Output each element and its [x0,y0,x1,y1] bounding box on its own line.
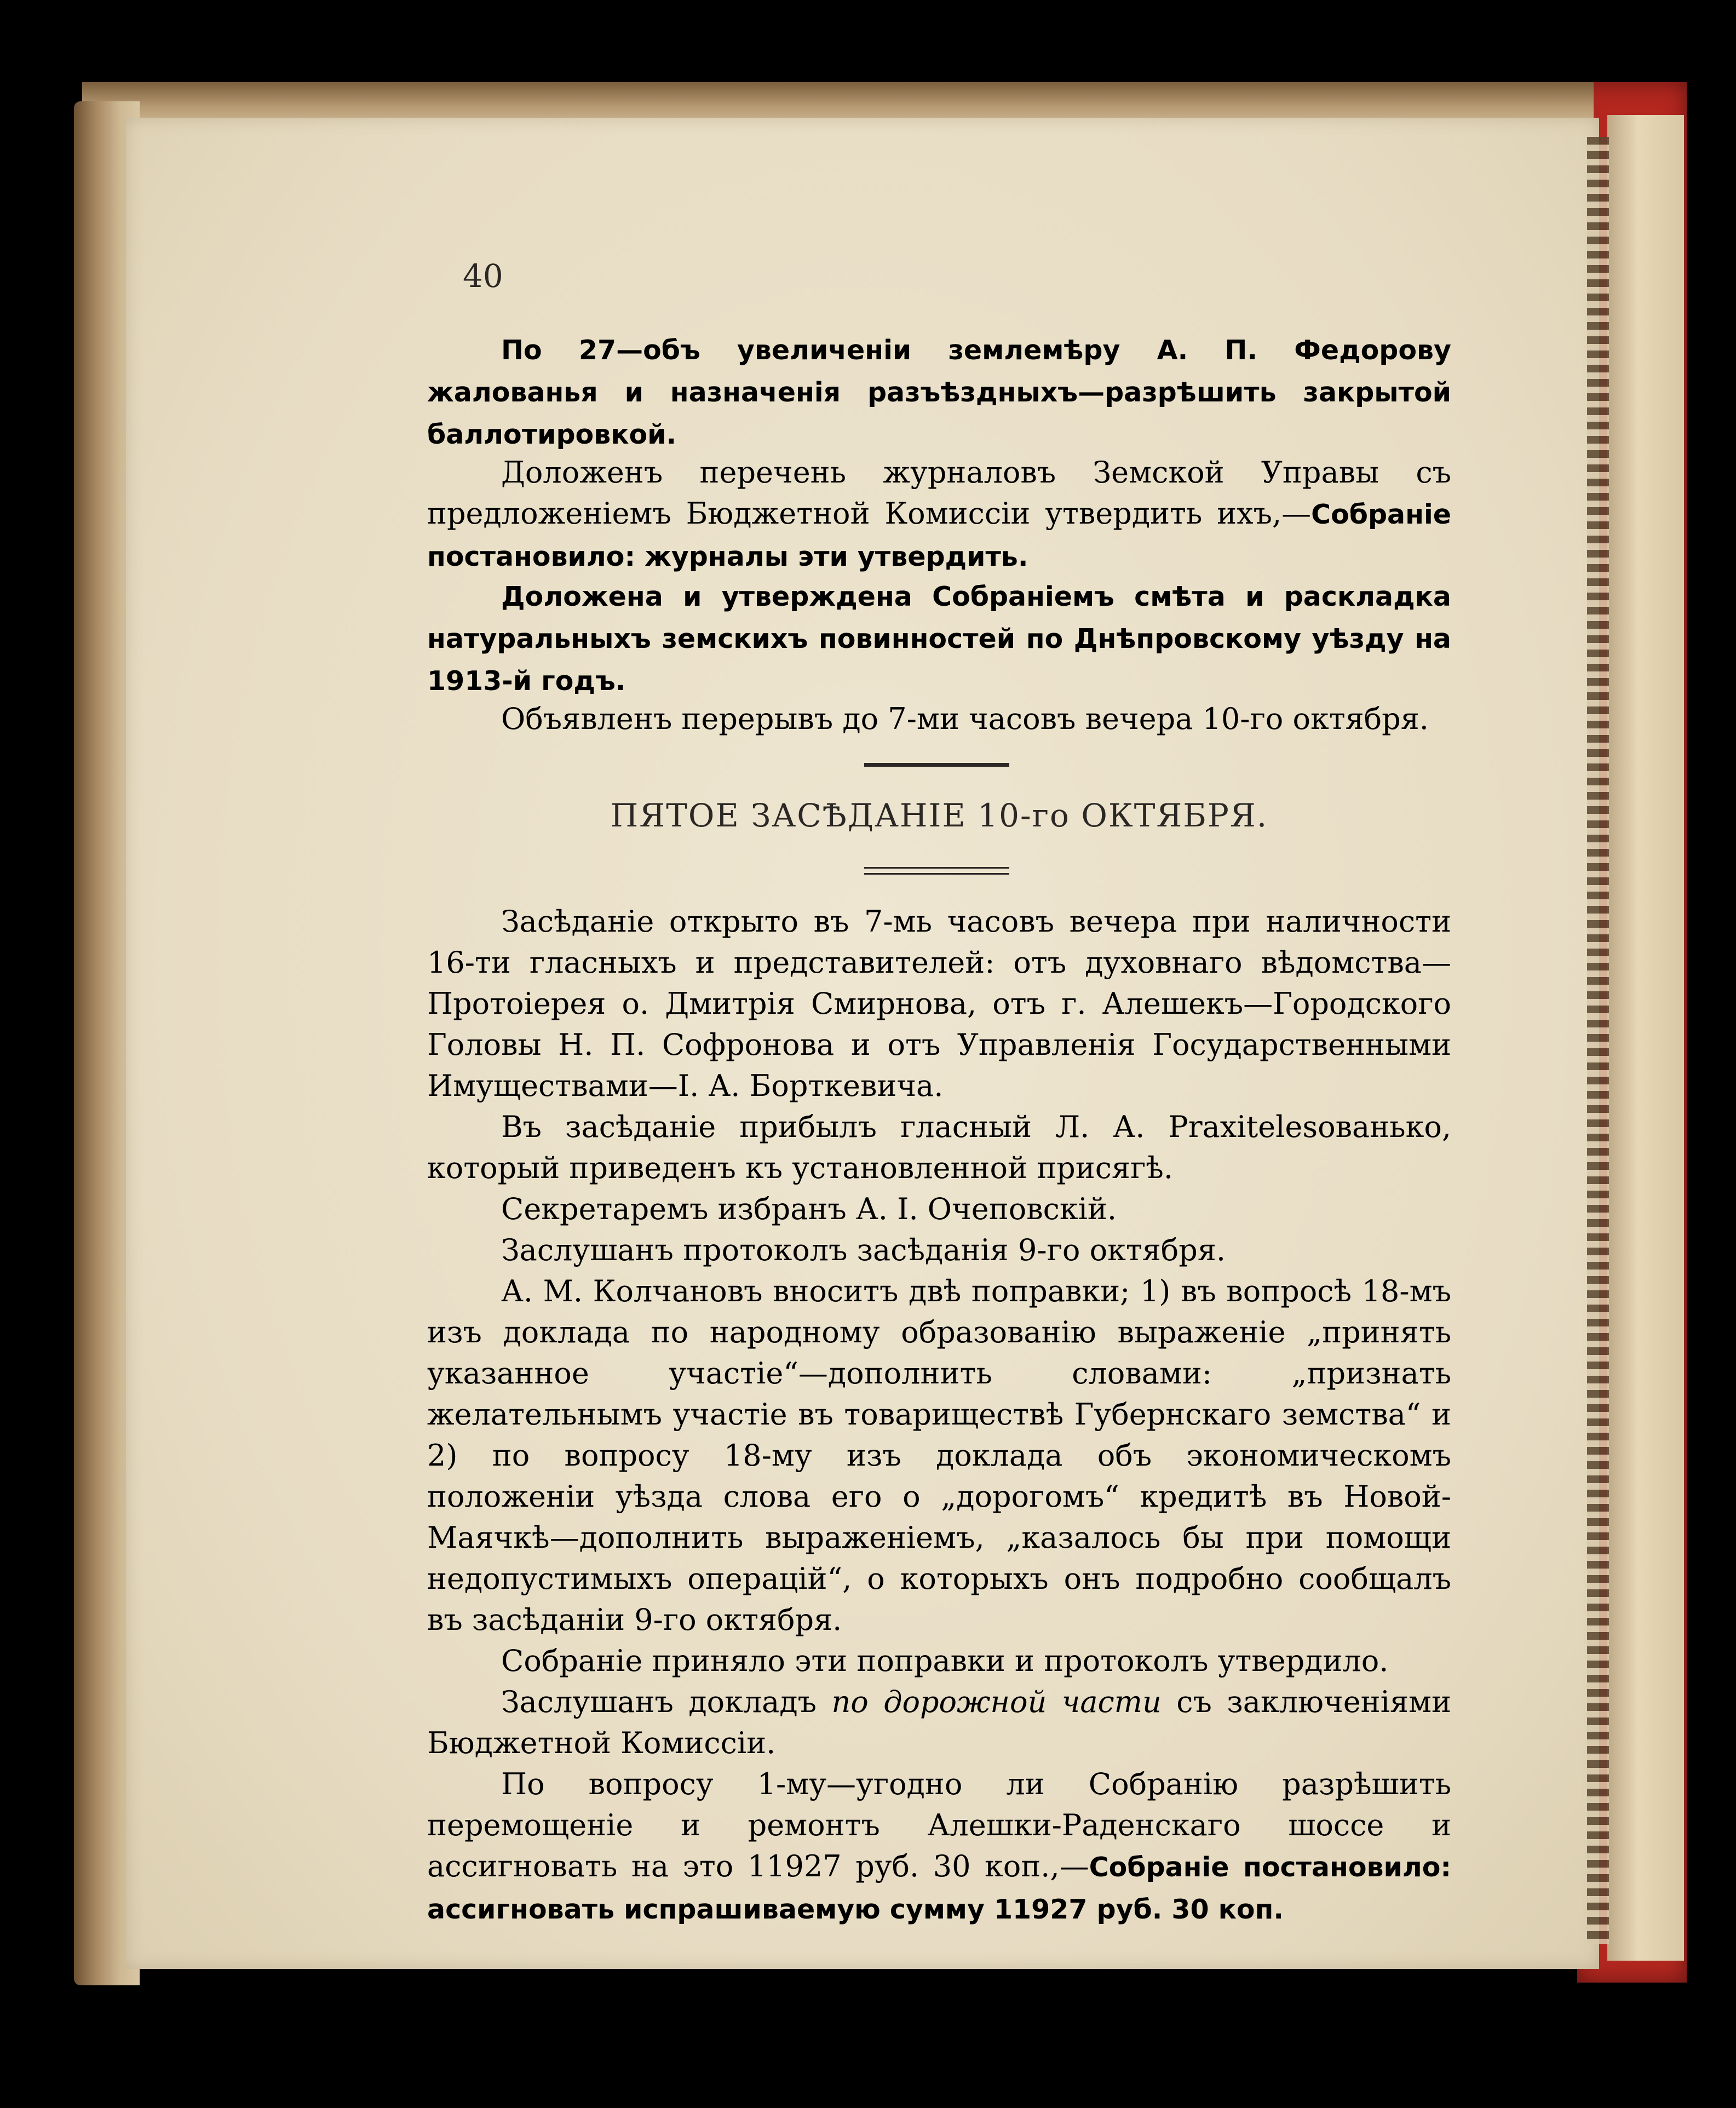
text-run: по дорожной части [831,1685,1162,1719]
text-run: Собраніе приняло эти поправки и протоколъ утвердило. [501,1644,1389,1678]
section-title: ПЯТОЕ ЗАСѢДАНІЕ 10-го ОКТЯБРЯ. [610,797,1268,834]
page-number: 40 [463,257,503,295]
next-page-edge [1607,115,1684,1961]
binding-stitches [1587,137,1609,1944]
paragraph [427,698,1451,739]
paragraph [427,575,1451,702]
section-divider-bottom [864,867,1009,875]
text-run: По вопросу 1-му—угодно ли Собранію разрѣшить перемощеніе и ремонтъ Алешки-Раденскаго шоссе и ассигновать на это 11927 руб. 30 коп.,— [427,1767,1451,1883]
text-run: Заслушанъ докладъ [501,1685,832,1719]
text-run: Заслушанъ протоколъ засѣданія 9-го октября. [501,1233,1226,1267]
paragraph [427,452,1451,577]
text-run: А. М. Колчановъ вноситъ двѣ поправки; 1) въ вопросѣ 18-мъ изъ доклада по народному образованію выраженіе „принять указанное участіе“—дополнить словами: „признать желательнымъ участіе въ товариществѣ Губернскаго земства“ и 2) по вопросу 18-му изъ доклада объ экономическомъ положеніи уѣзда слова его о „дорогомъ“ кредитѣ въ Новой-Маячкѣ—дополнить выраженіемъ, „казалось бы при помощи недопустимыхъ операцій“, о которыхъ онъ подробно сообщалъ въ засѣданіи 9-го октября. [427,1274,1451,1637]
paragraph [427,1271,1451,1640]
text-run: Доложена и утверждена Собраніемъ смѣта и раскладка натуральныхъ земскихъ повинностей по Днѣпровскому уѣзду на 1913-й годъ. [427,581,1451,697]
paragraph [427,1764,1451,1930]
section-divider-top [864,763,1009,767]
text-run: съ заключеніями Бюджетной Комиссіи. [427,1685,1451,1760]
paragraph [427,901,1451,1106]
paragraph [427,1106,1451,1188]
paragraph [427,1230,1451,1271]
text-run: Объявленъ перерывъ до 7-ми часовъ вечера 10-го октября. [501,702,1429,736]
text-run: Собраніе постановило: журналы эти утвердить. [427,499,1451,572]
paragraph [427,1681,1451,1764]
text-run: Въ засѣданіе прибылъ гласный Л. А. Praxitelesованько, который приведенъ къ установленной присягѣ. [427,1110,1451,1185]
text-run: Засѣданіе открыто въ 7-мь часовъ вечера при наличности 16-ти гласныхъ и представителей: отъ духовнаго вѣдомства—Протоіерея о. Дмитрія Смирнова, отъ г. Алешекъ—Городского Головы Н. П. Софронова и отъ Управленія Государственными Имуществами—І. А. Борткевича. [427,904,1451,1103]
text-run: По 27—объ увеличеніи землемѣру А. П. Федорову жалованья и назначенія разъѣздныхъ—разрѣшить закрытой баллотировкой. [427,335,1451,450]
text-run: Собраніе постановило: ассигновать испрашиваемую сумму 11927 руб. 30 коп. [427,1852,1451,1925]
text-run: Секретаремъ избранъ А. І. Очеповскій. [501,1192,1117,1226]
paragraph [427,329,1451,455]
text-run: Доложенъ перечень журналовъ Земской Управы съ предложеніемъ Бюджетной Комиссіи утвердить ихъ,— [427,455,1451,531]
paragraph [427,1188,1451,1230]
paragraph [427,1640,1451,1681]
